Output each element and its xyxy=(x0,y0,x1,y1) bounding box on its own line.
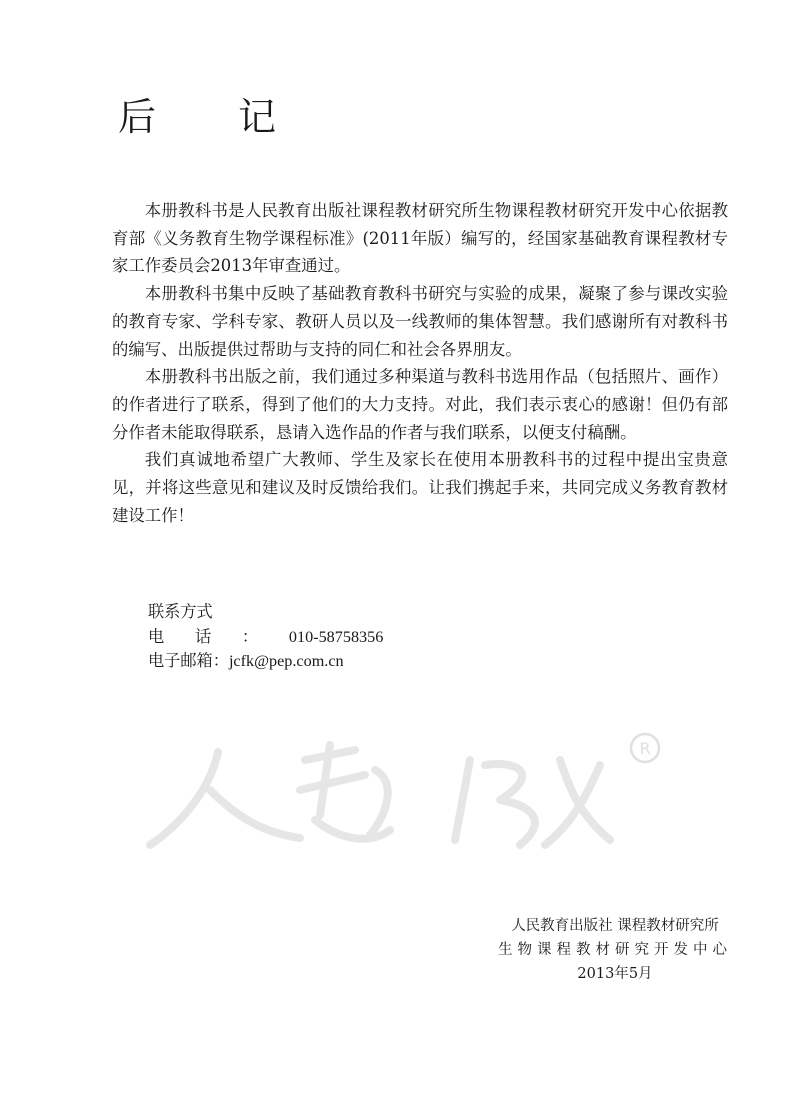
paragraph: 本册教科书是人民教育出版社课程教材研究所生物课程教材研究开发中心依据教育部《义务教育生物学课程标准》(2011年版）编写的，经国家基础教育课程教材专家工作委员会2013年审查通过。 xyxy=(112,201,728,276)
phone-row xyxy=(148,625,383,650)
signature-block xyxy=(490,914,740,986)
center-name: 生物课程教材研究开发中心 xyxy=(498,942,732,958)
signature-date: 2013年5月 xyxy=(577,966,653,982)
phone-value: 010-58758356 xyxy=(288,627,384,646)
contact-heading: 联系方式 xyxy=(148,602,213,621)
email-label: 电子邮箱： xyxy=(148,651,229,670)
paragraph: 我们真诚地希望广大教师、学生及家长在使用本册教科书的过程中提出宝贵意见，并将这些意见和建议及时反馈给我们。让我们携起手来，共同完成义务教育教材建设工作！ xyxy=(112,450,728,525)
paragraph: 本册教科书出版之前，我们通过多种渠道与教科书选用作品（包括照片、画作）的作者进行了联系，得到了他们的大力支持。对此，我们表示衷心的感谢！但仍有部分作者未能取得联系，恳请入选作品的作者与我们联系，以便支付稿酬。 xyxy=(112,367,728,442)
pep-logo-watermark xyxy=(140,720,670,870)
contact-info xyxy=(148,600,383,674)
email-link[interactable]: jcfk@pep.com.cn xyxy=(228,652,344,670)
page-title: 后 记 xyxy=(118,95,299,139)
phone-label: 电话： xyxy=(148,626,289,646)
paragraph: 本册教科书集中反映了基础教育教科书研究与实验的成果，凝聚了参与课改实验的教育专家、学科专家、教研人员以及一线教师的集体智慧。我们感谢所有对教科书的编写、出版提供过帮助与支持的同仁和社会各界朋友。 xyxy=(112,284,728,359)
email-row xyxy=(148,649,383,674)
publisher-name: 人民教育出版社 课程教材研究所 xyxy=(511,918,719,934)
svg-text:R: R xyxy=(639,739,651,758)
afterword-body xyxy=(112,197,728,529)
